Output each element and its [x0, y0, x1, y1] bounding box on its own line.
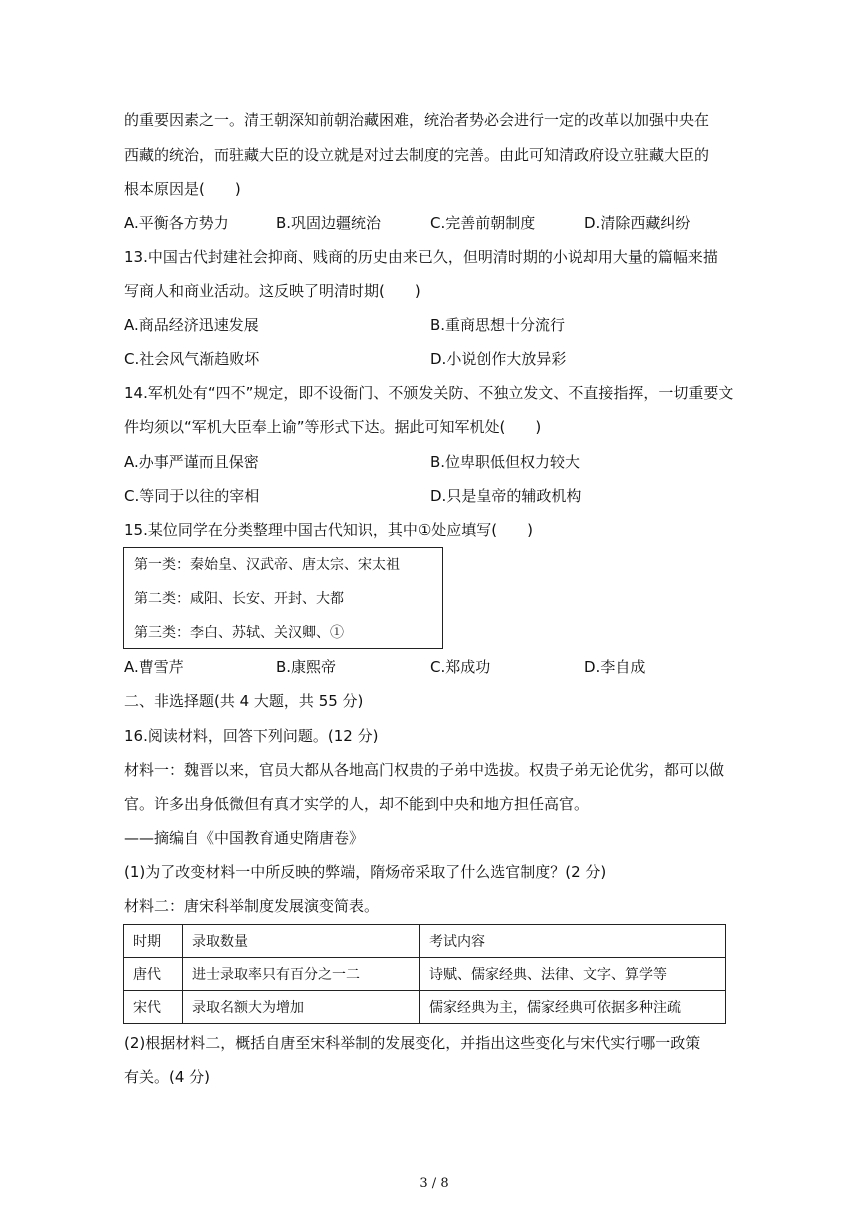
q16-stem: 16.阅读材料，回答下列问题。(12 分) — [124, 727, 379, 745]
table-cell: 诗赋、儒家经典、法律、文字、算学等 — [420, 958, 726, 991]
q12-line-2: 西藏的统治，而驻藏大臣的设立就是对过去制度的完善。由此可知清政府设立驻藏大臣的 — [124, 146, 710, 164]
table-cell: 录取名额大为增加 — [183, 991, 420, 1024]
q16-sub2-line-1: (2)根据材料二，概括自唐至宋科举制的发展变化，并指出这些变化与宋代实行哪一政策 — [124, 1034, 701, 1052]
q16-material1-line-2: 官。许多出身低微但有真才实学的人，却不能到中央和地方担任高官。 — [124, 795, 590, 813]
q15-category-2: 第二类：咸阳、长安、开封、大都 — [134, 591, 344, 607]
q15-option-b: B.康熙帝 — [276, 658, 337, 676]
q14-option-b: B.位卑职低但权力较大 — [430, 453, 581, 471]
table-header-cell: 考试内容 — [420, 925, 726, 958]
table-row — [124, 958, 726, 991]
q13-line-2: 写商人和商业活动。这反映了明清时期( ) — [124, 282, 421, 300]
q13-option-d: D.小说创作大放异彩 — [430, 350, 567, 368]
q12-option-a: A.平衡各方势力 — [124, 214, 229, 232]
q15-option-a: A.曹雪芹 — [124, 658, 184, 676]
q16-source: ——摘编自《中国教育通史隋唐卷》 — [124, 829, 365, 847]
table-cell: 进士录取率只有百分之一二 — [183, 958, 420, 991]
q16-material1-line-1: 材料一：魏晋以来，官员大都从各地高门权贵的子弟中选拔。权贵子弟无论优劣，都可以做 — [124, 761, 725, 779]
q13-option-b: B.重商思想十分流行 — [430, 316, 566, 334]
q15-category-1: 第一类：秦始皇、汉武帝、唐太宗、宋太祖 — [134, 557, 400, 573]
q12-option-d: D.清除西藏纠纷 — [584, 214, 691, 232]
q12-line-3: 根本原因是( ) — [124, 180, 241, 198]
q15-stem: 15.某位同学在分类整理中国古代知识，其中①处应填写( ) — [124, 521, 534, 539]
q14-option-c: C.等同于以往的宰相 — [124, 487, 260, 505]
keju-table — [123, 924, 726, 1024]
q13-line-1: 13.中国古代封建社会抑商、贱商的历史由来已久，但明清时期的小说却用大量的篇幅来描 — [124, 248, 718, 266]
q14-option-a: A.办事严谨而且保密 — [124, 453, 259, 471]
q13-option-a: A.商品经济迅速发展 — [124, 316, 259, 334]
q12-line-1: 的重要因素之一。清王朝深知前朝治藏困难，统治者势必会进行一定的改革以加强中央在 — [124, 111, 710, 129]
q15-category-box — [123, 547, 443, 649]
page-number: 3 / 8 — [419, 1176, 449, 1191]
table-cell: 儒家经典为主，儒家经典可依据多种注疏 — [420, 991, 726, 1024]
table-cell: 宋代 — [124, 991, 183, 1024]
q16-sub2-line-2: 有关。(4 分) — [124, 1068, 211, 1086]
q14-option-d: D.只是皇帝的辅政机构 — [430, 487, 582, 505]
q13-option-c: C.社会风气渐趋败坏 — [124, 350, 260, 368]
q16-sub1: (1)为了改变材料一中所反映的弊端，隋炀帝采取了什么选官制度？(2 分) — [124, 863, 607, 881]
section2-title: 二、非选择题(共 4 大题，共 55 分) — [124, 692, 364, 710]
table-row — [124, 991, 726, 1024]
table-header-cell: 时期 — [124, 925, 183, 958]
q16-material2-title: 材料二：唐宋科举制度发展演变简表。 — [124, 897, 380, 915]
table-header-cell: 录取数量 — [183, 925, 420, 958]
table-cell: 唐代 — [124, 958, 183, 991]
q14-line-2: 件均须以“军机大臣奉上谕”等形式下达。据此可知军机处( ) — [124, 418, 542, 436]
q15-option-d: D.李自成 — [584, 658, 646, 676]
q15-option-c: C.郑成功 — [430, 658, 491, 676]
q12-option-c: C.完善前朝制度 — [430, 214, 536, 232]
q15-category-3: 第三类：李白、苏轼、关汉卿、① — [134, 625, 344, 641]
table-header-row — [124, 925, 726, 958]
q12-option-b: B.巩固边疆统治 — [276, 214, 382, 232]
q14-line-1: 14.军机处有“四不”规定，即不设衙门、不颁发关防、不独立发文、不直接指挥，一切重要文 — [124, 384, 734, 402]
